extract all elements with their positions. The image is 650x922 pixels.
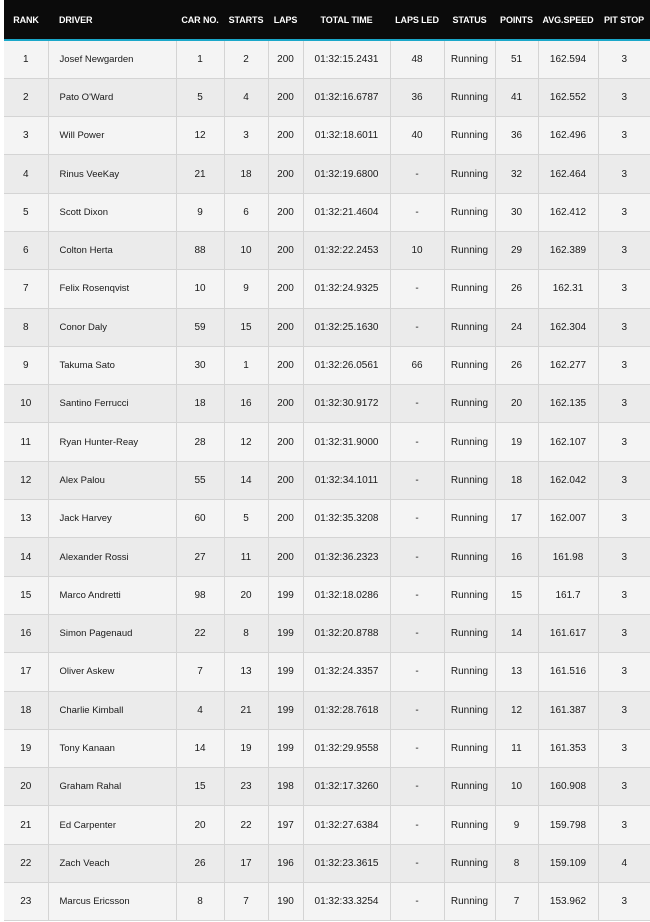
table-row[interactable]: [4, 270, 650, 308]
cell-car-no: 88: [176, 231, 224, 269]
cell-laps-led: -: [390, 270, 444, 308]
cell-pit-stop: 3: [598, 40, 650, 78]
cell-total-time: 01:32:26.0561: [303, 346, 390, 384]
cell-pit-stop: 3: [598, 538, 650, 576]
cell-laps-led: -: [390, 155, 444, 193]
cell-laps: 199: [268, 576, 303, 614]
cell-total-time: 01:32:24.3357: [303, 653, 390, 691]
cell-total-time: 01:32:18.0286: [303, 576, 390, 614]
cell-total-time: 01:32:22.2453: [303, 231, 390, 269]
table-row[interactable]: [4, 883, 650, 921]
cell-rank: 7: [4, 270, 48, 308]
cell-points: 26: [495, 346, 538, 384]
cell-avg-speed: 161.617: [538, 614, 598, 652]
cell-laps: 199: [268, 729, 303, 767]
cell-laps: 200: [268, 538, 303, 576]
table-row[interactable]: [4, 538, 650, 576]
cell-status: Running: [444, 270, 495, 308]
cell-avg-speed: 162.464: [538, 155, 598, 193]
cell-starts: 17: [224, 844, 268, 882]
cell-status: Running: [444, 231, 495, 269]
cell-car-no: 15: [176, 768, 224, 806]
cell-driver[interactable]: Marco Andretti: [48, 576, 176, 614]
cell-laps-led: -: [390, 193, 444, 231]
cell-starts: 8: [224, 614, 268, 652]
cell-avg-speed: 162.594: [538, 40, 598, 78]
cell-status: Running: [444, 844, 495, 882]
cell-driver[interactable]: Ryan Hunter-Reay: [48, 423, 176, 461]
cell-status: Running: [444, 729, 495, 767]
cell-points: 15: [495, 576, 538, 614]
cell-laps-led: 10: [390, 231, 444, 269]
cell-pit-stop: 3: [598, 193, 650, 231]
cell-pit-stop: 3: [598, 806, 650, 844]
cell-status: Running: [444, 691, 495, 729]
col-header-car-no[interactable]: CAR NO.: [176, 0, 224, 40]
table-row[interactable]: [4, 40, 650, 78]
col-header-laps-led[interactable]: LAPS LED: [390, 0, 444, 40]
cell-car-no: 59: [176, 308, 224, 346]
cell-car-no: 98: [176, 576, 224, 614]
cell-status: Running: [444, 78, 495, 116]
cell-total-time: 01:32:35.3208: [303, 500, 390, 538]
cell-avg-speed: 161.7: [538, 576, 598, 614]
cell-pit-stop: 3: [598, 576, 650, 614]
table-row[interactable]: [4, 768, 650, 806]
cell-car-no: 22: [176, 614, 224, 652]
table-row[interactable]: [4, 500, 650, 538]
cell-driver[interactable]: Josef Newgarden: [48, 40, 176, 78]
cell-driver[interactable]: Oliver Askew: [48, 653, 176, 691]
cell-starts: 18: [224, 155, 268, 193]
cell-status: Running: [444, 308, 495, 346]
cell-pit-stop: 3: [598, 461, 650, 499]
cell-rank: 17: [4, 653, 48, 691]
cell-rank: 14: [4, 538, 48, 576]
cell-rank: 19: [4, 729, 48, 767]
cell-starts: 14: [224, 461, 268, 499]
cell-starts: 7: [224, 883, 268, 921]
cell-points: 14: [495, 614, 538, 652]
cell-status: Running: [444, 806, 495, 844]
cell-starts: 15: [224, 308, 268, 346]
cell-pit-stop: 3: [598, 883, 650, 921]
cell-laps-led: -: [390, 576, 444, 614]
cell-points: 26: [495, 270, 538, 308]
cell-points: 18: [495, 461, 538, 499]
table-row[interactable]: [4, 614, 650, 652]
cell-laps-led: -: [390, 538, 444, 576]
col-header-status[interactable]: STATUS: [444, 0, 495, 40]
cell-starts: 13: [224, 653, 268, 691]
cell-avg-speed: 162.552: [538, 78, 598, 116]
table-row[interactable]: [4, 691, 650, 729]
cell-laps: 199: [268, 691, 303, 729]
cell-avg-speed: 162.389: [538, 231, 598, 269]
cell-avg-speed: 162.107: [538, 423, 598, 461]
cell-avg-speed: 161.98: [538, 538, 598, 576]
table-row[interactable]: [4, 576, 650, 614]
cell-rank: 8: [4, 308, 48, 346]
cell-driver[interactable]: Graham Rahal: [48, 768, 176, 806]
col-header-rank[interactable]: RANK: [4, 0, 48, 40]
cell-driver[interactable]: Will Power: [48, 117, 176, 155]
cell-driver[interactable]: Tony Kanaan: [48, 729, 176, 767]
cell-rank: 15: [4, 576, 48, 614]
cell-total-time: 01:32:29.9558: [303, 729, 390, 767]
cell-laps: 200: [268, 423, 303, 461]
cell-car-no: 27: [176, 538, 224, 576]
cell-laps: 200: [268, 500, 303, 538]
cell-points: 17: [495, 500, 538, 538]
cell-driver[interactable]: Felix Rosenqvist: [48, 270, 176, 308]
cell-total-time: 01:32:30.9172: [303, 385, 390, 423]
cell-status: Running: [444, 500, 495, 538]
cell-laps-led: -: [390, 614, 444, 652]
cell-avg-speed: 159.798: [538, 806, 598, 844]
cell-status: Running: [444, 768, 495, 806]
col-header-pit-stop[interactable]: PIT STOP: [598, 0, 650, 40]
cell-status: Running: [444, 883, 495, 921]
cell-status: Running: [444, 155, 495, 193]
cell-laps: 200: [268, 40, 303, 78]
cell-driver[interactable]: Pato O'Ward: [48, 78, 176, 116]
cell-starts: 19: [224, 729, 268, 767]
cell-car-no: 4: [176, 691, 224, 729]
cell-laps-led: -: [390, 691, 444, 729]
cell-points: 41: [495, 78, 538, 116]
cell-car-no: 14: [176, 729, 224, 767]
cell-laps: 197: [268, 806, 303, 844]
cell-rank: 1: [4, 40, 48, 78]
cell-status: Running: [444, 346, 495, 384]
cell-driver[interactable]: Conor Daly: [48, 308, 176, 346]
cell-total-time: 01:32:34.1011: [303, 461, 390, 499]
cell-pit-stop: 3: [598, 117, 650, 155]
cell-car-no: 12: [176, 117, 224, 155]
cell-avg-speed: 162.042: [538, 461, 598, 499]
cell-starts: 6: [224, 193, 268, 231]
cell-status: Running: [444, 193, 495, 231]
cell-points: 13: [495, 653, 538, 691]
cell-laps-led: -: [390, 461, 444, 499]
cell-laps-led: 66: [390, 346, 444, 384]
cell-laps: 200: [268, 193, 303, 231]
table-row[interactable]: [4, 117, 650, 155]
table-row[interactable]: [4, 653, 650, 691]
cell-driver[interactable]: Jack Harvey: [48, 500, 176, 538]
cell-car-no: 21: [176, 155, 224, 193]
cell-driver[interactable]: Zach Veach: [48, 844, 176, 882]
cell-rank: 13: [4, 500, 48, 538]
cell-laps-led: -: [390, 768, 444, 806]
cell-total-time: 01:32:20.8788: [303, 614, 390, 652]
cell-avg-speed: 153.962: [538, 883, 598, 921]
cell-rank: 18: [4, 691, 48, 729]
cell-starts: 4: [224, 78, 268, 116]
cell-total-time: 01:32:15.2431: [303, 40, 390, 78]
cell-rank: 3: [4, 117, 48, 155]
cell-car-no: 18: [176, 385, 224, 423]
cell-avg-speed: 162.007: [538, 500, 598, 538]
cell-points: 11: [495, 729, 538, 767]
cell-laps: 200: [268, 461, 303, 499]
cell-pit-stop: 3: [598, 346, 650, 384]
cell-points: 8: [495, 844, 538, 882]
cell-avg-speed: 161.516: [538, 653, 598, 691]
cell-laps: 200: [268, 270, 303, 308]
cell-total-time: 01:32:24.9325: [303, 270, 390, 308]
cell-driver[interactable]: Charlie Kimball: [48, 691, 176, 729]
cell-total-time: 01:32:17.3260: [303, 768, 390, 806]
cell-driver[interactable]: Rinus VeeKay: [48, 155, 176, 193]
cell-starts: 23: [224, 768, 268, 806]
cell-car-no: 20: [176, 806, 224, 844]
cell-pit-stop: 3: [598, 691, 650, 729]
cell-total-time: 01:32:33.3254: [303, 883, 390, 921]
cell-driver[interactable]: Scott Dixon: [48, 193, 176, 231]
cell-laps-led: 36: [390, 78, 444, 116]
cell-avg-speed: 161.387: [538, 691, 598, 729]
cell-car-no: 1: [176, 40, 224, 78]
cell-laps-led: -: [390, 308, 444, 346]
cell-pit-stop: 3: [598, 155, 650, 193]
cell-rank: 6: [4, 231, 48, 269]
cell-status: Running: [444, 117, 495, 155]
cell-starts: 21: [224, 691, 268, 729]
cell-total-time: 01:32:18.6011: [303, 117, 390, 155]
cell-pit-stop: 3: [598, 423, 650, 461]
cell-laps: 190: [268, 883, 303, 921]
cell-avg-speed: 162.31: [538, 270, 598, 308]
cell-avg-speed: 162.412: [538, 193, 598, 231]
cell-avg-speed: 162.277: [538, 346, 598, 384]
col-header-driver[interactable]: DRIVER: [48, 0, 176, 40]
cell-laps: 199: [268, 653, 303, 691]
cell-car-no: 55: [176, 461, 224, 499]
cell-avg-speed: 162.496: [538, 117, 598, 155]
cell-starts: 11: [224, 538, 268, 576]
cell-starts: 20: [224, 576, 268, 614]
cell-points: 29: [495, 231, 538, 269]
cell-status: Running: [444, 576, 495, 614]
col-header-avg-speed[interactable]: AVG.SPEED: [538, 0, 598, 40]
table-header-row: [4, 0, 650, 40]
cell-laps: 200: [268, 78, 303, 116]
cell-total-time: 01:32:21.4604: [303, 193, 390, 231]
cell-status: Running: [444, 423, 495, 461]
cell-rank: 2: [4, 78, 48, 116]
cell-laps-led: 48: [390, 40, 444, 78]
cell-driver[interactable]: Alex Palou: [48, 461, 176, 499]
cell-avg-speed: 160.908: [538, 768, 598, 806]
cell-rank: 9: [4, 346, 48, 384]
cell-laps: 200: [268, 231, 303, 269]
cell-driver[interactable]: Simon Pagenaud: [48, 614, 176, 652]
table-row[interactable]: [4, 78, 650, 116]
cell-starts: 2: [224, 40, 268, 78]
cell-pit-stop: 3: [598, 231, 650, 269]
cell-laps-led: -: [390, 729, 444, 767]
cell-total-time: 01:32:28.7618: [303, 691, 390, 729]
cell-starts: 10: [224, 231, 268, 269]
cell-starts: 3: [224, 117, 268, 155]
cell-laps-led: -: [390, 385, 444, 423]
cell-rank: 16: [4, 614, 48, 652]
cell-rank: 23: [4, 883, 48, 921]
cell-laps-led: -: [390, 653, 444, 691]
cell-driver[interactable]: Alexander Rossi: [48, 538, 176, 576]
cell-starts: 1: [224, 346, 268, 384]
table-row[interactable]: [4, 806, 650, 844]
cell-pit-stop: 3: [598, 614, 650, 652]
table-body: [4, 40, 650, 921]
cell-laps-led: -: [390, 844, 444, 882]
cell-points: 24: [495, 308, 538, 346]
table-row[interactable]: [4, 193, 650, 231]
cell-driver[interactable]: Marcus Ericsson: [48, 883, 176, 921]
cell-driver[interactable]: Ed Carpenter: [48, 806, 176, 844]
cell-rank: 12: [4, 461, 48, 499]
cell-total-time: 01:32:36.2323: [303, 538, 390, 576]
cell-points: 51: [495, 40, 538, 78]
cell-laps: 200: [268, 117, 303, 155]
cell-points: 7: [495, 883, 538, 921]
cell-driver[interactable]: Takuma Sato: [48, 346, 176, 384]
cell-points: 19: [495, 423, 538, 461]
cell-laps: 198: [268, 768, 303, 806]
table-row[interactable]: [4, 231, 650, 269]
cell-laps-led: -: [390, 500, 444, 538]
cell-car-no: 5: [176, 78, 224, 116]
table-row[interactable]: [4, 729, 650, 767]
cell-laps-led: -: [390, 806, 444, 844]
cell-pit-stop: 3: [598, 500, 650, 538]
cell-laps: 199: [268, 614, 303, 652]
cell-car-no: 10: [176, 270, 224, 308]
cell-total-time: 01:32:16.6787: [303, 78, 390, 116]
cell-total-time: 01:32:19.6800: [303, 155, 390, 193]
table-row[interactable]: [4, 844, 650, 882]
cell-rank: 21: [4, 806, 48, 844]
cell-car-no: 7: [176, 653, 224, 691]
cell-laps: 200: [268, 346, 303, 384]
cell-pit-stop: 3: [598, 78, 650, 116]
cell-points: 20: [495, 385, 538, 423]
cell-starts: 16: [224, 385, 268, 423]
cell-status: Running: [444, 40, 495, 78]
cell-points: 36: [495, 117, 538, 155]
cell-status: Running: [444, 653, 495, 691]
table-row[interactable]: [4, 155, 650, 193]
cell-avg-speed: 159.109: [538, 844, 598, 882]
cell-status: Running: [444, 538, 495, 576]
cell-pit-stop: 3: [598, 729, 650, 767]
cell-status: Running: [444, 385, 495, 423]
cell-pit-stop: 3: [598, 270, 650, 308]
cell-starts: 22: [224, 806, 268, 844]
cell-starts: 5: [224, 500, 268, 538]
cell-avg-speed: 162.304: [538, 308, 598, 346]
cell-starts: 9: [224, 270, 268, 308]
cell-pit-stop: 4: [598, 844, 650, 882]
cell-status: Running: [444, 461, 495, 499]
col-header-laps[interactable]: LAPS: [268, 0, 303, 40]
table-row[interactable]: [4, 308, 650, 346]
results-table-container: [4, 0, 650, 921]
table-row[interactable]: [4, 346, 650, 384]
col-header-total-time[interactable]: TOTAL TIME: [303, 0, 390, 40]
cell-points: 30: [495, 193, 538, 231]
cell-laps: 200: [268, 385, 303, 423]
cell-points: 10: [495, 768, 538, 806]
cell-rank: 11: [4, 423, 48, 461]
cell-laps-led: 40: [390, 117, 444, 155]
cell-rank: 22: [4, 844, 48, 882]
cell-car-no: 28: [176, 423, 224, 461]
cell-points: 9: [495, 806, 538, 844]
cell-avg-speed: 161.353: [538, 729, 598, 767]
cell-pit-stop: 3: [598, 308, 650, 346]
table-row[interactable]: [4, 461, 650, 499]
cell-pit-stop: 3: [598, 768, 650, 806]
cell-pit-stop: 3: [598, 653, 650, 691]
col-header-starts[interactable]: STARTS: [224, 0, 268, 40]
cell-avg-speed: 162.135: [538, 385, 598, 423]
cell-rank: 4: [4, 155, 48, 193]
cell-driver[interactable]: Santino Ferrucci: [48, 385, 176, 423]
cell-laps-led: -: [390, 883, 444, 921]
cell-laps: 200: [268, 308, 303, 346]
cell-laps: 200: [268, 155, 303, 193]
race-results-table: [4, 0, 650, 921]
cell-total-time: 01:32:25.1630: [303, 308, 390, 346]
cell-total-time: 01:32:23.3615: [303, 844, 390, 882]
cell-car-no: 26: [176, 844, 224, 882]
cell-car-no: 8: [176, 883, 224, 921]
cell-starts: 12: [224, 423, 268, 461]
cell-pit-stop: 3: [598, 385, 650, 423]
cell-points: 12: [495, 691, 538, 729]
cell-points: 32: [495, 155, 538, 193]
cell-rank: 10: [4, 385, 48, 423]
cell-driver[interactable]: Colton Herta: [48, 231, 176, 269]
table-row[interactable]: [4, 423, 650, 461]
cell-car-no: 30: [176, 346, 224, 384]
cell-laps: 196: [268, 844, 303, 882]
cell-total-time: 01:32:31.9000: [303, 423, 390, 461]
table-row[interactable]: [4, 385, 650, 423]
cell-laps-led: -: [390, 423, 444, 461]
cell-points: 16: [495, 538, 538, 576]
cell-rank: 5: [4, 193, 48, 231]
cell-status: Running: [444, 614, 495, 652]
cell-car-no: 60: [176, 500, 224, 538]
cell-total-time: 01:32:27.6384: [303, 806, 390, 844]
cell-rank: 20: [4, 768, 48, 806]
col-header-points[interactable]: POINTS: [495, 0, 538, 40]
cell-car-no: 9: [176, 193, 224, 231]
